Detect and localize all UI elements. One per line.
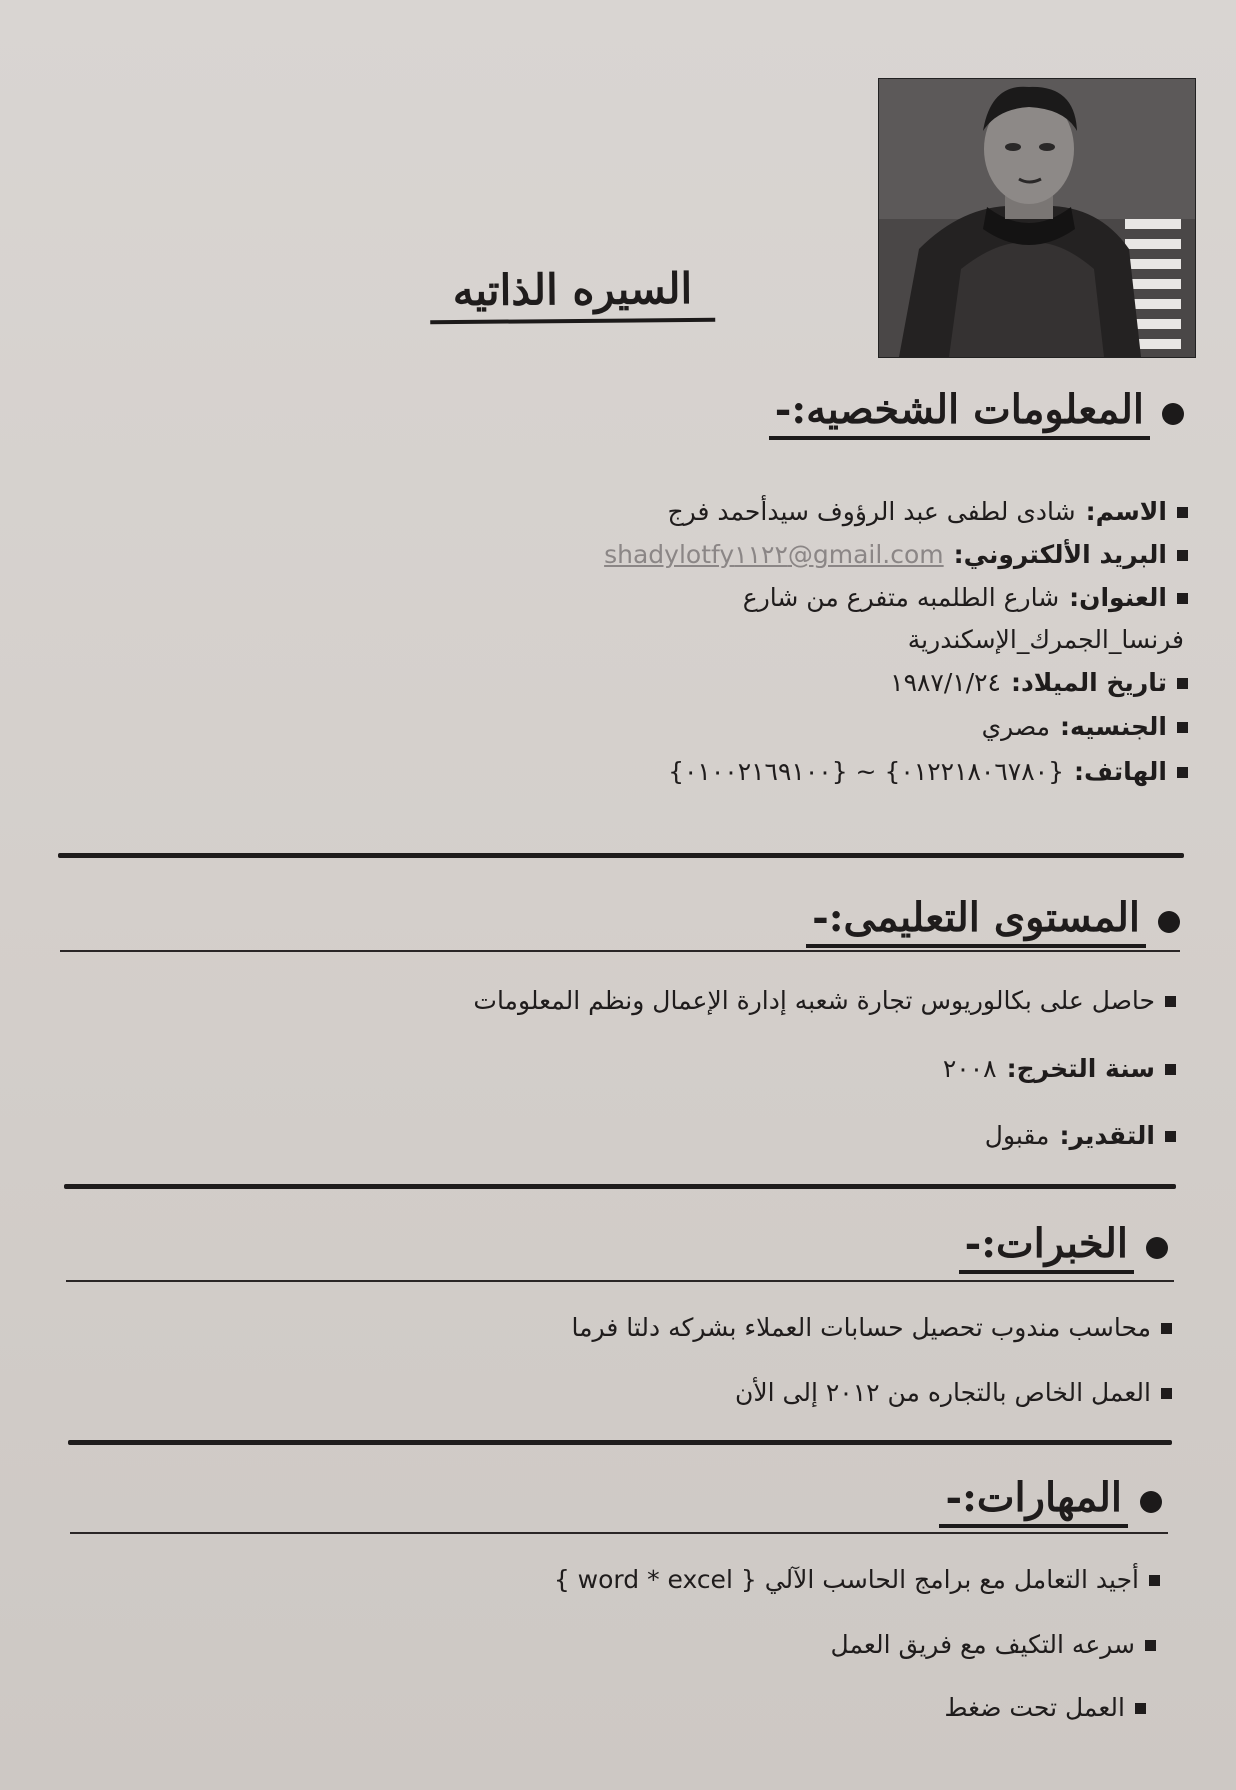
- education-heading-text: المستوى التعليمى:-: [806, 896, 1146, 948]
- grade-row: [985, 1121, 1176, 1151]
- section-divider: [68, 1440, 1172, 1445]
- name-label: الاسم:: [1085, 497, 1167, 526]
- experience-heading: [959, 1222, 1168, 1274]
- email-label: البريد الألكتروني:: [953, 540, 1167, 569]
- skills-heading: [939, 1476, 1162, 1528]
- square-bullet-icon: [1177, 678, 1188, 689]
- section-divider: [58, 853, 1184, 858]
- email-row: [604, 540, 1188, 570]
- experience-item-text: العمل الخاص بالتجاره من ٢٠١٢ إلى الأن: [734, 1378, 1151, 1407]
- square-bullet-icon: [1165, 1064, 1176, 1075]
- nationality-value: مصري: [981, 712, 1051, 741]
- bullet-dot-icon: [1140, 1491, 1162, 1513]
- birth-label: تاريخ الميلاد:: [1010, 668, 1167, 697]
- skill-item: [944, 1693, 1146, 1723]
- education-heading: [806, 896, 1180, 948]
- grade-value: مقبول: [984, 1121, 1050, 1150]
- square-bullet-icon: [1145, 1640, 1156, 1651]
- bullet-dot-icon: [1158, 911, 1180, 933]
- phone-label: الهاتف:: [1073, 757, 1167, 786]
- square-bullet-icon: [1149, 1575, 1160, 1586]
- birth-row: [890, 668, 1188, 698]
- birth-value: ١٩٨٧/١/٢٤: [890, 668, 1001, 697]
- address-row: [743, 583, 1188, 613]
- name-row: [668, 497, 1188, 527]
- square-bullet-icon: [1177, 550, 1188, 561]
- experience-item: [572, 1313, 1172, 1343]
- square-bullet-icon: [1177, 722, 1188, 733]
- grade-label: التقدير:: [1059, 1121, 1155, 1150]
- square-bullet-icon: [1161, 1388, 1172, 1399]
- bullet-dot-icon: [1162, 403, 1184, 425]
- square-bullet-icon: [1161, 1323, 1172, 1334]
- square-bullet-icon: [1177, 507, 1188, 518]
- square-bullet-icon: [1177, 767, 1188, 778]
- graduation-label: سنة التخرج:: [1006, 1054, 1155, 1083]
- address-value-line2: فرنسا_الجمرك_الإسكندرية: [907, 625, 1184, 654]
- portrait-photo-icon: [879, 79, 1195, 357]
- skill-item: [831, 1630, 1156, 1660]
- skill-item-text: سرعه التكيف مع فريق العمل: [830, 1630, 1135, 1659]
- document-title: السيره الذاتيه: [430, 264, 715, 325]
- address-value-line1: شارع الطلمبه متفرع من شارع: [742, 583, 1060, 612]
- graduation-value: ٢٠٠٨: [942, 1054, 997, 1083]
- personal-info-heading-text: المعلومات الشخصيه:-: [769, 388, 1150, 440]
- graduation-row: [943, 1054, 1176, 1084]
- address-label: العنوان:: [1069, 583, 1167, 612]
- bullet-dot-icon: [1146, 1237, 1168, 1259]
- thin-divider: [70, 1532, 1168, 1534]
- nationality-row: [982, 712, 1188, 742]
- experience-heading-text: الخبرات:-: [959, 1222, 1134, 1274]
- skill-item-text: أجيد التعامل مع برامج الحاسب الآلي { word * excel }: [553, 1565, 1139, 1594]
- thin-divider: [60, 950, 1180, 952]
- address-row-continued: [908, 625, 1184, 655]
- name-value: شادى لطفى عبد الرؤوف سيدأحمد فرج: [667, 497, 1076, 526]
- experience-item: [735, 1378, 1172, 1408]
- degree-row: [473, 986, 1176, 1016]
- degree-value: حاصل على بكالوريوس تجارة شعبه إدارة الإعمال ونظم المعلومات: [473, 986, 1155, 1015]
- skill-item: [554, 1565, 1160, 1595]
- square-bullet-icon: [1165, 1131, 1176, 1142]
- email-link[interactable]: shadylotfy١١٢٢@gmail.com: [604, 540, 944, 569]
- skill-item-text: العمل تحت ضغط: [944, 1693, 1125, 1722]
- section-divider: [64, 1184, 1176, 1189]
- profile-photo: [878, 78, 1196, 358]
- experience-item-text: محاسب مندوب تحصيل حسابات العملاء بشركه دلتا فرما: [571, 1313, 1151, 1342]
- phone-value: {٠١٢٢١٨٠٦٧٨٠} ~ {٠١٠٠٢١٦٩١٠٠}: [668, 757, 1064, 786]
- nationality-label: الجنسيه:: [1060, 712, 1167, 741]
- skills-heading-text: المهارات:-: [939, 1476, 1128, 1528]
- thin-divider: [66, 1280, 1174, 1282]
- square-bullet-icon: [1165, 996, 1176, 1007]
- personal-info-heading: [769, 388, 1184, 440]
- phone-row: [668, 757, 1188, 787]
- square-bullet-icon: [1177, 593, 1188, 604]
- square-bullet-icon: [1135, 1703, 1146, 1714]
